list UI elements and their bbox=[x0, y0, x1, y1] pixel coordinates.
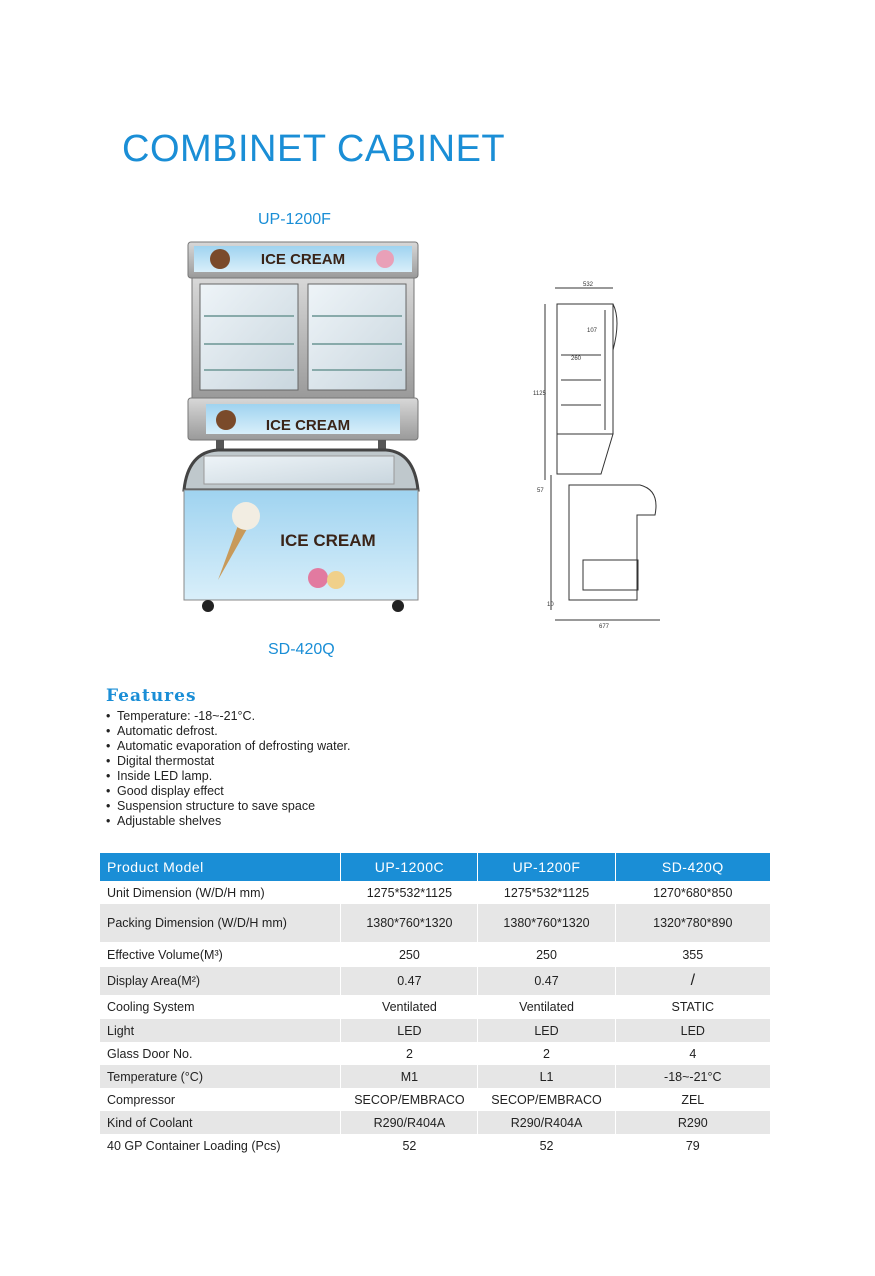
features-heading: Features bbox=[106, 686, 197, 706]
row-label: Cooling System bbox=[100, 995, 341, 1019]
cell: M1 bbox=[341, 1065, 478, 1088]
cell: Ventilated bbox=[478, 995, 615, 1019]
feature-item: • Automatic defrost. bbox=[106, 724, 350, 739]
cell: 1380*760*1320 bbox=[478, 904, 615, 942]
dim-width-bottom: 677 bbox=[599, 624, 610, 630]
cell: R290/R404A bbox=[341, 1111, 478, 1134]
header-product-model: Product Model bbox=[100, 853, 341, 881]
dim-h1: 107 bbox=[587, 328, 598, 334]
feature-item: • Good display effect bbox=[106, 784, 350, 799]
dim-h2: 260 bbox=[571, 356, 582, 362]
table-row bbox=[100, 904, 771, 942]
cell: LED bbox=[615, 1019, 770, 1042]
feature-item: • Suspension structure to save space bbox=[106, 799, 350, 814]
row-label: Temperature (°C) bbox=[100, 1065, 341, 1088]
model-label-bottom: SD-420Q bbox=[268, 641, 335, 658]
cell: 52 bbox=[341, 1134, 478, 1157]
cell: LED bbox=[478, 1019, 615, 1042]
spec-header-row bbox=[100, 853, 771, 881]
feature-item: • Automatic evaporation of defrosting water. bbox=[106, 739, 350, 754]
side-dimension-drawing bbox=[525, 280, 675, 630]
table-row bbox=[100, 1111, 771, 1134]
feature-item: • Inside LED lamp. bbox=[106, 769, 350, 784]
cell: 4 bbox=[615, 1042, 770, 1065]
feature-item: • Adjustable shelves bbox=[106, 814, 350, 829]
cell: 1275*532*1125 bbox=[478, 881, 615, 904]
cell: ZEL bbox=[615, 1088, 770, 1111]
cell: 250 bbox=[478, 942, 615, 967]
table-row bbox=[100, 1019, 771, 1042]
cell: 2 bbox=[341, 1042, 478, 1065]
feature-item: • Digital thermostat bbox=[106, 754, 350, 769]
cell: L1 bbox=[478, 1065, 615, 1088]
row-label: Glass Door No. bbox=[100, 1042, 341, 1065]
row-label: Packing Dimension (W/D/H mm) bbox=[100, 904, 341, 942]
feature-item: • Temperature: -18~-21°C. bbox=[106, 709, 350, 724]
cell: / bbox=[615, 967, 770, 995]
table-row bbox=[100, 1088, 771, 1111]
cell: SECOP/EMBRACO bbox=[478, 1088, 615, 1111]
spec-table bbox=[100, 853, 771, 1157]
table-row bbox=[100, 881, 771, 904]
cabinet-product-image bbox=[178, 240, 423, 615]
cell: STATIC bbox=[615, 995, 770, 1019]
cell: R290 bbox=[615, 1111, 770, 1134]
ice-cream-graphic-top-left bbox=[210, 249, 230, 269]
cell: -18~-21°C bbox=[615, 1065, 770, 1088]
cell: 355 bbox=[615, 942, 770, 967]
table-row bbox=[100, 1042, 771, 1065]
dim-h5: 10 bbox=[547, 602, 554, 608]
cell: 1270*680*850 bbox=[615, 881, 770, 904]
table-row bbox=[100, 967, 771, 995]
dim-h4: 57 bbox=[537, 488, 544, 494]
row-label: Unit Dimension (W/D/H mm) bbox=[100, 881, 341, 904]
cell: 0.47 bbox=[341, 967, 478, 995]
row-label: Kind of Coolant bbox=[100, 1111, 341, 1134]
table-row bbox=[100, 942, 771, 967]
cell: 1320*780*890 bbox=[615, 904, 770, 942]
cell: LED bbox=[341, 1019, 478, 1042]
cabinet-sign-upper: ICE CREAM bbox=[260, 251, 346, 268]
cell: 1275*532*1125 bbox=[341, 881, 478, 904]
header-sd-420q: SD-420Q bbox=[615, 853, 770, 881]
dim-h3: 1125 bbox=[533, 391, 546, 397]
cell: SECOP/EMBRACO bbox=[341, 1088, 478, 1111]
row-label: Display Area(M²) bbox=[100, 967, 341, 995]
row-label: Compressor bbox=[100, 1088, 341, 1111]
cell: 52 bbox=[478, 1134, 615, 1157]
ice-cream-graphic-top-right bbox=[376, 250, 394, 268]
model-label-top: UP-1200F bbox=[258, 211, 331, 228]
page-title: COMBINET CABINET bbox=[122, 128, 506, 170]
cell: 79 bbox=[615, 1134, 770, 1157]
header-up-1200f: UP-1200F bbox=[478, 853, 615, 881]
cell: R290/R404A bbox=[478, 1111, 615, 1134]
cabinet-sign-lower: ICE CREAM bbox=[280, 531, 376, 550]
table-row bbox=[100, 995, 771, 1019]
cell: Ventilated bbox=[341, 995, 478, 1019]
features-list bbox=[106, 709, 350, 829]
cell: 0.47 bbox=[478, 967, 615, 995]
row-label: 40 GP Container Loading (Pcs) bbox=[100, 1134, 341, 1157]
cell: 2 bbox=[478, 1042, 615, 1065]
cell: 1380*760*1320 bbox=[341, 904, 478, 942]
dim-width-top: 532 bbox=[583, 282, 594, 288]
header-up-1200c: UP-1200C bbox=[341, 853, 478, 881]
row-label: Light bbox=[100, 1019, 341, 1042]
row-label: Effective Volume(M³) bbox=[100, 942, 341, 967]
cell: 250 bbox=[341, 942, 478, 967]
cabinet-sign-middle: ICE CREAM bbox=[265, 417, 351, 434]
table-row bbox=[100, 1134, 771, 1157]
table-row bbox=[100, 1065, 771, 1088]
